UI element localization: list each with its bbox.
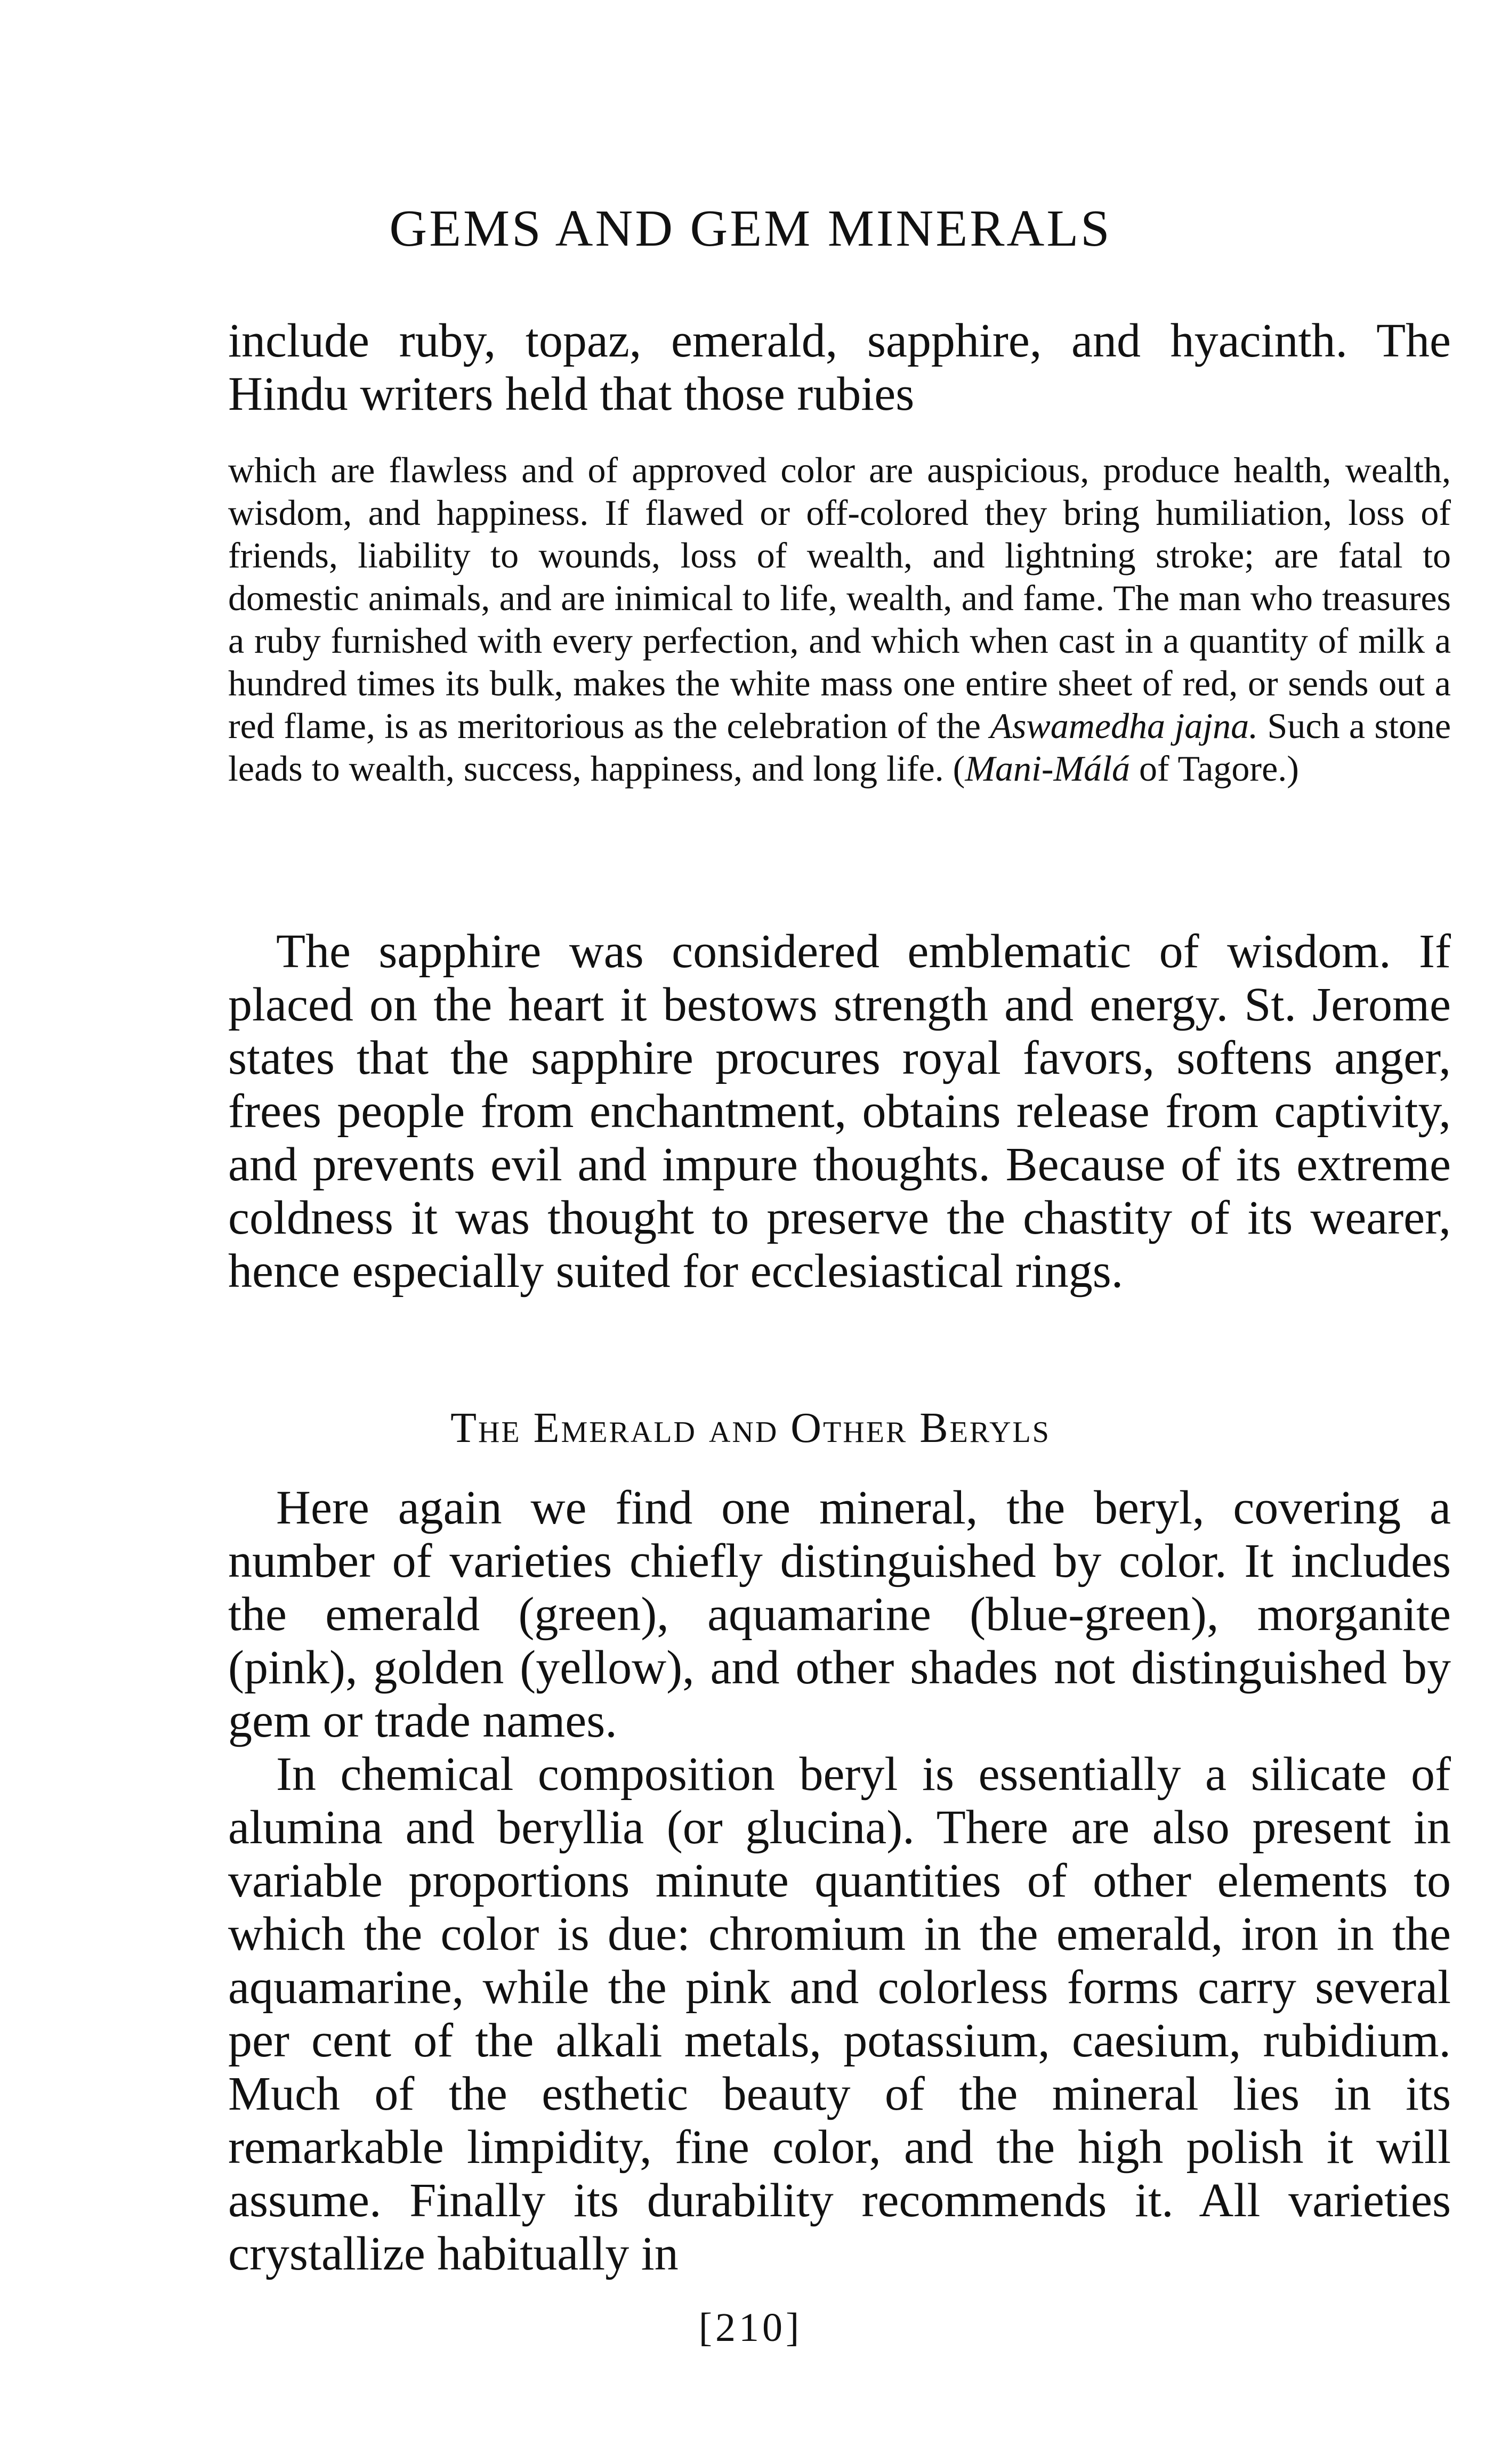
quote-italic-source: Mani-Málá xyxy=(965,748,1131,789)
quote-text-c: of Tagore.) xyxy=(1130,748,1299,789)
quote-text-a: which are flawless and of approved color are auspicious, produce health, wealth, wisdom, and happiness. If flawed or off-colored they bring humiliation, loss of friends, liability to wounds, loss of wealth, and lightning stroke; are fatal to domestic animals, and are inimical to life, wealth, and fame. The man who treasures a ruby furnished with every perfection, and which when cast in a quantity of milk a hundred times its bulk, makes the white mass one entire sheet of red, or sends out a red flame, is as meritorious as the celebration of the xyxy=(228,450,1451,746)
beryl-paragraph-1: Here again we find one mineral, the beryl, covering a number of varieties chiefly distinguished by color. It includes the emerald (green), aquamarine (blue-green), morganite (pink), golden (yellow), and other shades not distinguished by gem or trade names. xyxy=(228,1481,1451,1747)
section-heading: The Emerald and Other Beryls xyxy=(450,1405,1051,1452)
page-number: [210] xyxy=(698,2305,803,2350)
quote-italic-term: Aswamedha jajna. xyxy=(990,706,1258,746)
beryl-paragraph-2: In chemical composition beryl is essentially a silicate of alumina and beryllia (or glucina). There are also present in variable proportions minute quantities of other elements to which the color is due: chromium in the emerald, iron in the aquamarine, while the pink and colorless forms carry several per cent of the alkali metals, potassium, caesium, rubidium. Much of the esthetic beauty of the mineral lies in its remarkable limpidity, fine color, and the high polish it will assume. Finally its durability recommends it. All varieties crystallize habitually in xyxy=(228,1748,1451,2280)
sapphire-paragraph: The sapphire was considered emblematic of wisdom. If placed on the heart it bestows strength and energy. St. Jerome states that the sapphire procures royal favors, softens anger, frees people from enchantment, obtains release from captivity, and prevents evil and impure thoughts. Because of its extreme coldness it was thought to preserve the chastity of its wearer, hence especially suited for ecclesiastical rings. xyxy=(228,925,1451,1298)
quote-text-b: Such a stone leads to wealth, success, happiness, and long life. ( xyxy=(228,706,1451,789)
running-head: GEMS AND GEM MINERALS xyxy=(389,200,1112,257)
block-quote xyxy=(228,449,1451,790)
intro-paragraph: include ruby, topaz, emerald, sapphire, and hyacinth. The Hindu writers held that those rubies xyxy=(228,314,1451,420)
